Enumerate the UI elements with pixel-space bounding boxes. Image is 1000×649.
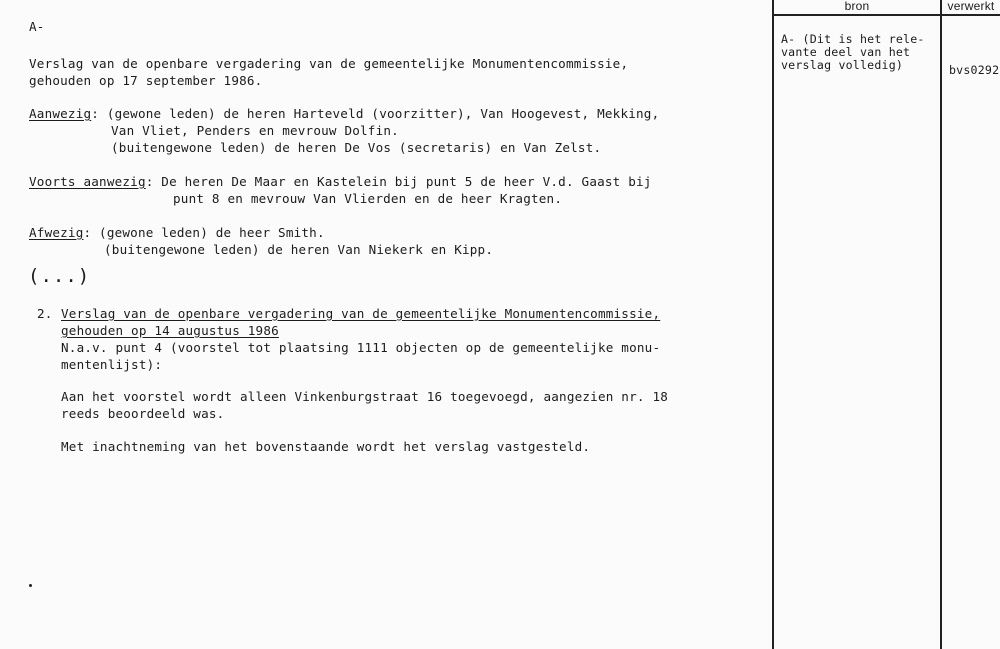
header-underline — [772, 14, 1000, 16]
voorts-line-1 — [29, 174, 652, 190]
bron-line-1: A- (Dit is het rele- — [781, 32, 925, 46]
bron-line-2: vante deel van het — [781, 45, 911, 59]
item-number: 2. — [37, 306, 53, 321]
voorts-line-2: punt 8 en mevrouw Van Vlierden en de heer Kragten. — [173, 191, 563, 206]
bron-column-divider — [772, 0, 774, 649]
item-body-line-5: Met inachtneming van het bovenstaande wordt het verslag vastgesteld. — [61, 439, 591, 454]
item-body-line-1: N.a.v. punt 4 (voorstel tot plaatsing 1111 objecten op de gemeentelijke monu- — [61, 340, 661, 355]
item-title-line-2: gehouden op 14 augustus 1986 — [61, 323, 279, 338]
item-body-line-2: mentenlijst): — [61, 357, 163, 372]
afwezig-line-1 — [29, 225, 325, 241]
aanwezig-text-1: : (gewone leden) de heren Harteveld (voorzitter), Van Hoogevest, Mekking, — [91, 106, 660, 121]
omission-ellipsis: (...) — [28, 265, 91, 287]
doc-marker: A- — [29, 19, 45, 34]
afwezig-text-1: : (gewone leden) de heer Smith. — [83, 225, 325, 240]
stray-dot — [29, 584, 32, 587]
voorts-label: Voorts aanwezig — [29, 174, 146, 189]
item-title-line-1: Verslag van de openbare vergadering van de gemeentelijke Monumentencommissie, — [61, 306, 661, 321]
voorts-text-1: : De heren De Maar en Kastelein bij punt 5 de heer V.d. Gaast bij — [145, 174, 652, 189]
afwezig-label: Afwezig — [29, 225, 84, 240]
aanwezig-line-1 — [29, 106, 659, 122]
bron-header: bron — [844, 0, 870, 13]
aanwezig-line-3: (buitengewone leden) de heren De Vos (secretaris) en Van Zelst. — [111, 140, 602, 155]
verwerkt-column-divider — [940, 0, 942, 649]
item-body-line-4: reeds beoordeeld was. — [61, 406, 225, 421]
aanwezig-line-2: Van Vliet, Penders en mevrouw Dolfin. — [111, 123, 399, 138]
intro-line-2: gehouden op 17 september 1986. — [29, 73, 263, 88]
verwerkt-code: bvs0292 — [949, 63, 1000, 77]
intro-line-1: Verslag van de openbare vergadering van de gemeentelijke Monumentencommissie, — [29, 56, 629, 71]
bron-line-3: verslag volledig) — [781, 58, 904, 72]
afwezig-line-2: (buitengewone leden) de heren Van Niekerk en Kipp. — [104, 242, 494, 257]
aanwezig-label: Aanwezig — [29, 106, 92, 121]
item-body-line-3: Aan het voorstel wordt alleen Vinkenburgstraat 16 toegevoegd, aangezien nr. 18 — [61, 389, 669, 404]
verwerkt-header: verwerkt — [947, 0, 995, 13]
